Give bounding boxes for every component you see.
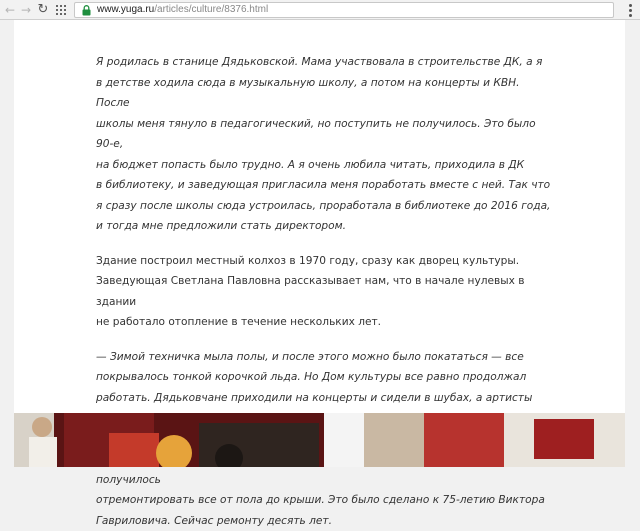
address-bar[interactable] <box>74 2 614 18</box>
text-line: на бюджет попасть было трудно. А я очень любила читать, приходила в ДК <box>96 159 524 171</box>
browser-toolbar <box>0 0 640 20</box>
text-line: в детстве ходила сюда в музыкальную школу, а потом на концерты и КВН. После <box>96 77 519 110</box>
quote-paragraph-1 <box>96 52 556 237</box>
web-page <box>14 20 625 467</box>
url-path: /articles/culture/8376.html <box>154 4 268 15</box>
text-line: получилось <box>96 453 503 486</box>
url-text[interactable] <box>97 3 268 17</box>
apps-grid-icon[interactable] <box>56 5 66 15</box>
url-host: www.yuga.ru <box>97 4 154 15</box>
text-line: в библиотеку, и заведующая пригласила меня поработать вместе с ней. Так что <box>96 179 550 191</box>
text-line: Я родилась в станице Дядьковской. Мама участвовала в строительстве ДК, а я <box>96 56 542 68</box>
text-line: Здание построил местный колхоз в 1970 году, сразу как дворец культуры. <box>96 255 519 267</box>
text-line: Гавриловича. Сейчас ремонту десять лет. <box>96 515 332 527</box>
kebab-menu-icon[interactable] <box>624 3 636 17</box>
text-line: и тогда мне предложили стать директором. <box>96 220 346 232</box>
text-line: — Зимой техничка мыла полы, и после этого можно было покататься — все <box>96 351 524 363</box>
text-line: не работало отопление в течение нескольких лет. <box>96 316 381 328</box>
forward-arrow-icon[interactable]: → <box>19 2 33 18</box>
text-line: покрывалось тонкой корочкой льда. Но Дом культуры все равно продолжал <box>96 371 526 383</box>
article-photo <box>14 413 625 467</box>
reload-icon[interactable]: ↻ <box>36 2 50 18</box>
back-arrow-icon[interactable]: ← <box>3 2 17 18</box>
body-paragraph <box>96 251 556 333</box>
text-line: отремонтировать все от пола до крыши. Это было сделано к 75-летию Виктора <box>96 494 545 506</box>
lock-icon <box>82 5 91 16</box>
text-line: школы меня тянуло в педагогический, но поступить не получилось. Это было 90-е, <box>96 118 536 151</box>
text-line: я сразу после школы сюда устроилась, проработала в библиотеке до 2016 года, <box>96 200 550 212</box>
text-line: работать. Дядьковчане приходили на концерты и сидели в шубах, а артисты <box>96 392 532 404</box>
text-line: Заведующая Светлана Павловна рассказывает нам, что в начале нулевых в здании <box>96 275 525 308</box>
